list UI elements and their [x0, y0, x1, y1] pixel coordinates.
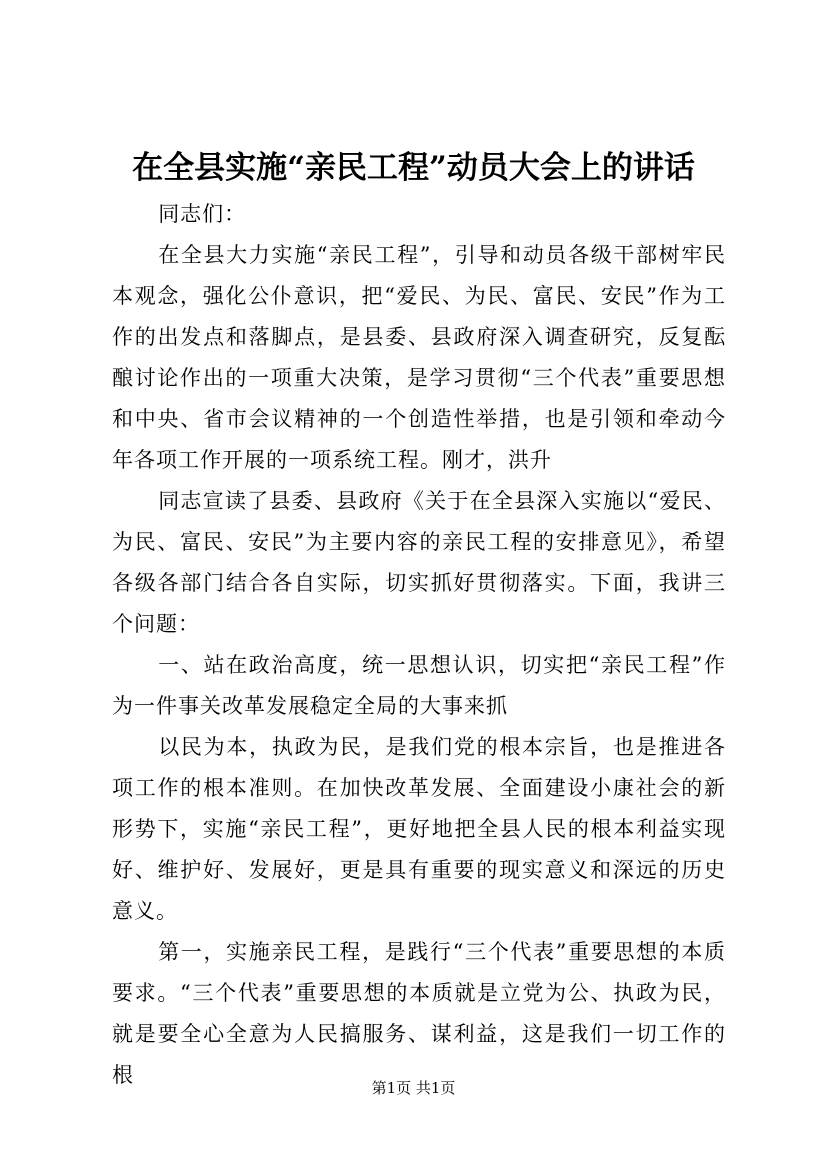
greeting-paragraph: 同志们： — [158, 202, 247, 226]
body-paragraph-4: 第一，实施亲民工程，是践行“三个代表”重要思想的本质要求。“三个代表”重要思想的本质就是立党为公、执政为民，就是要全心全意为人民搞服务、谋利益，这是我们一切工作的根 — [112, 940, 726, 1087]
page-footer: 第1页 共1页 — [371, 1079, 456, 1097]
document-body — [112, 194, 726, 1096]
document-title: 在全县实施“亲民工程”动员大会上的讲话 — [132, 150, 695, 186]
body-paragraph-1: 在全县大力实施“亲民工程”，引导和动员各级干部树牢民本观念，强化公仆意识，把“爱民、为民、富民、安民”作为工作的出发点和落脚点，是县委、县政府深入调查研究，反复酝酿讨论作出的一项重大决策，是学习贯彻“三个代表”重要思想和中央、省市会议精神的一个创造性举措，也是引领和牵动今年各项工作开展的一项系统工程。刚才，洪升 — [112, 243, 726, 472]
body-paragraph-3: 以民为本，执政为民，是我们党的根本宗旨，也是推进各项工作的根本准则。在加快改革发展、全面建设小康社会的新形势下，实施“亲民工程”，更好地把全县人民的根本利益实现好、维护好、发展好，更是具有重要的现实意义和深远的历史意义。 — [112, 735, 726, 923]
body-paragraph-2: 同志宣读了县委、县政府《关于在全县深入实施以“爱民、为民、富民、安民”为主要内容的亲民工程的安排意见》，希望各级各部门结合各自实际，切实抓好贯彻落实。下面，我讲三个问题： — [112, 489, 726, 636]
section-heading-1: 一、站在政治高度，统一思想认识，切实把“亲民工程”作为一件事关改革发展稳定全局的大事来抓 — [112, 653, 726, 718]
